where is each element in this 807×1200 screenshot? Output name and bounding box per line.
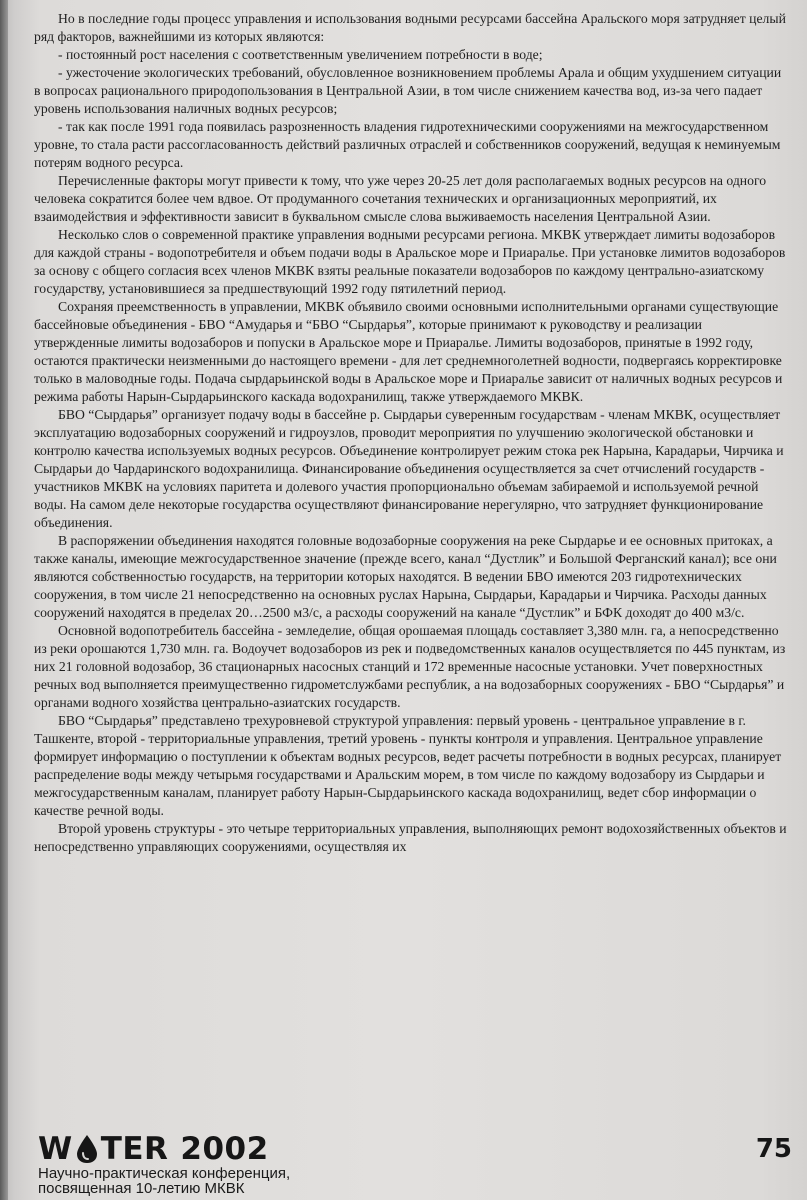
book-spine-shadow [0, 0, 8, 1200]
paragraph: Основной водопотребитель бассейна - земледелие, общая орошаемая площадь составляет 3,380 млн. га, а непосредственно из реки орошаются 1,730 млн. га. Водоучет водозаборов из рек и подведомственных каналов осуществляется по 445 пунктам, из них 21 головной водозабор, 36 стационарных насосных станций и 172 временные насосные установки. Учет поверхностных речных вод выполняется преимущественно гидрометслужбами республик, а на водозаборных сооружениях - БВО “Сырдарья” и органами водного хозяйства центрально-азиатских государств. [34, 623, 786, 710]
logo-letter-w: W [38, 1131, 73, 1167]
conference-line-2: посвященная 10-летию МКВК [38, 1180, 245, 1197]
paragraph: БВО “Сырдарья” представлено трехуровневой структурой управления: первый уровень - центральное управление в г. Ташкенте, второй - территориальные управления, третий уровень - пункты контроля и управления. Центральное управление формирует информацию о поступлении к объектам водных ресурсов, ведет расчеты потребности в водных ресурсах, планирует распределение воды между четырьмя государствами и Аральским морем, в том числе по каждому водозабору из Сырдарьи и межгосударственным каналам, планирует работу Нарын-Сырдарьинского каскада водохранилищ, ведет сбор информации о качестве речной воды. [34, 713, 782, 818]
conference-caption [38, 1166, 290, 1196]
water-drop-icon [74, 1134, 100, 1164]
conference-line-1: Научно-практическая конференция, [38, 1165, 291, 1182]
list-item: - так как после 1991 года появилась разрозненность владения гидротехническими сооружениями на межгосударственном уровне, то стала расти рассогласованность действий различных отраслей и собственников сооружений, ведущая к неминуемым потерям водного ресурса. [34, 119, 781, 170]
paragraph: Несколько слов о современной практике управления водными ресурсами региона. МКВК утверждает лимиты водозаборов для каждой страны - водопотребителя и объем подачи воды в Аральское море и Приаралье. При установке лимитов водозаборов за основу с общего согласия всех членов МКВК взяты реальные показатели водозаборов по каждому центрально-азиатскому государству, установившиеся за предшествующий 1992 году пятилетний период. [34, 227, 786, 296]
body-text [34, 10, 789, 856]
list-item: - постоянный рост населения с соответственным увеличением потребности в воде; [58, 47, 543, 62]
paragraph: В распоряжении объединения находятся головные водозаборные сооружения на реке Сырдарье и ее основных притоках, а также каналы, имеющие межгосударственное значение (прежде всего, канал “Дустлик” и Большой Ферганский канал); все они являются собственностью государств, на территории которых находятся. В ведении БВО имеются 203 гидротехнических сооружения, в том числе 21 непосредственно на основных руслах Нарына, Сырдарьи, Карадарьи и Чирчика. Расходы данных сооружений находятся в пределах 20…2500 м3/с, а расходы сооружений на канале “Дустлик” и БФК доходят до 400 м3/с. [34, 533, 777, 620]
page-number: 75 [755, 1134, 792, 1164]
paragraph: Перечисленные факторы могут привести к тому, что уже через 20-25 лет доля располагаемых водных ресурсов на одного человека сократится более чем вдвое. От продуманного сочетания технических и организационных мероприятий, их взаимодействия и эффективности зависит в буквальном смысле слова выживаемость населения Центральной Азии. [34, 173, 767, 224]
paragraph: БВО “Сырдарья” организует подачу воды в бассейне р. Сырдарьи суверенным государствам - членам МКВК, осуществляет эксплуатацию водозаборных сооружений и гидроузлов, проводит мероприятия по улучшению экологической обстановки и контролю качества используемых водных ресурсов. Объединение контролирует режим стока рек Нарына, Карадарьи, Чирчика и Сырдарьи до Чардаринского водохранилища. Финансирование объединения осуществляется за счет отчислений государств - участников МКВК на условиях паритета и долевого участия пропорционально объемам забираемой и используемой речной воды. На самом деле некоторые государства осуществляют финансирование нерегулярно, что затрудняет функционирование объединения. [34, 407, 784, 530]
paragraph: Второй уровень структуры - это четыре территориальных управления, выполняющих ремонт водохозяйственных объектов и непосредственно управляющих сооружениями, осуществляя их [34, 821, 787, 854]
logo-letters-ter: TER [100, 1131, 169, 1167]
page-footer [38, 1132, 798, 1198]
list-item: - ужесточение экологических требований, обусловленное возникновением проблемы Арала и общим ухудшением ситуации в вопросах рационального природопользования в Центральной Азии, в том числе снижением качества вод, из-за чего падает уровень использования наличных водных ресурсов; [34, 65, 782, 116]
logo-year: 2002 [180, 1131, 269, 1167]
water-2002-logo [38, 1132, 269, 1166]
paragraph: Но в последние годы процесс управления и использования водными ресурсами бассейна Аральского моря затрудняет целый ряд факторов, важнейшими из которых являются: [34, 11, 786, 44]
paragraph: Сохраняя преемственность в управлении, МКВК объявило своими основными исполнительными органами существующие бассейновые объединения - БВО “Амударья и “БВО “Сырдарья”, которые принимают к руководству и реализации утвержденные лимиты водозаборов и попуски в Аральское море и Приаралье. Лимиты водозаборов, принятые в 1992 году, остаются практически неизменными до настоящего времени - для лет среднемноголетней водности, подвергаясь корректировке только в маловодные годы. Подача сырдарьинской воды в Аральское море и Приаралье зависит от наличных водных ресурсов и режима работы Нарын-Сырдарьинского каскада водохранилищ, также утверждаемого МКВК. [34, 299, 783, 404]
